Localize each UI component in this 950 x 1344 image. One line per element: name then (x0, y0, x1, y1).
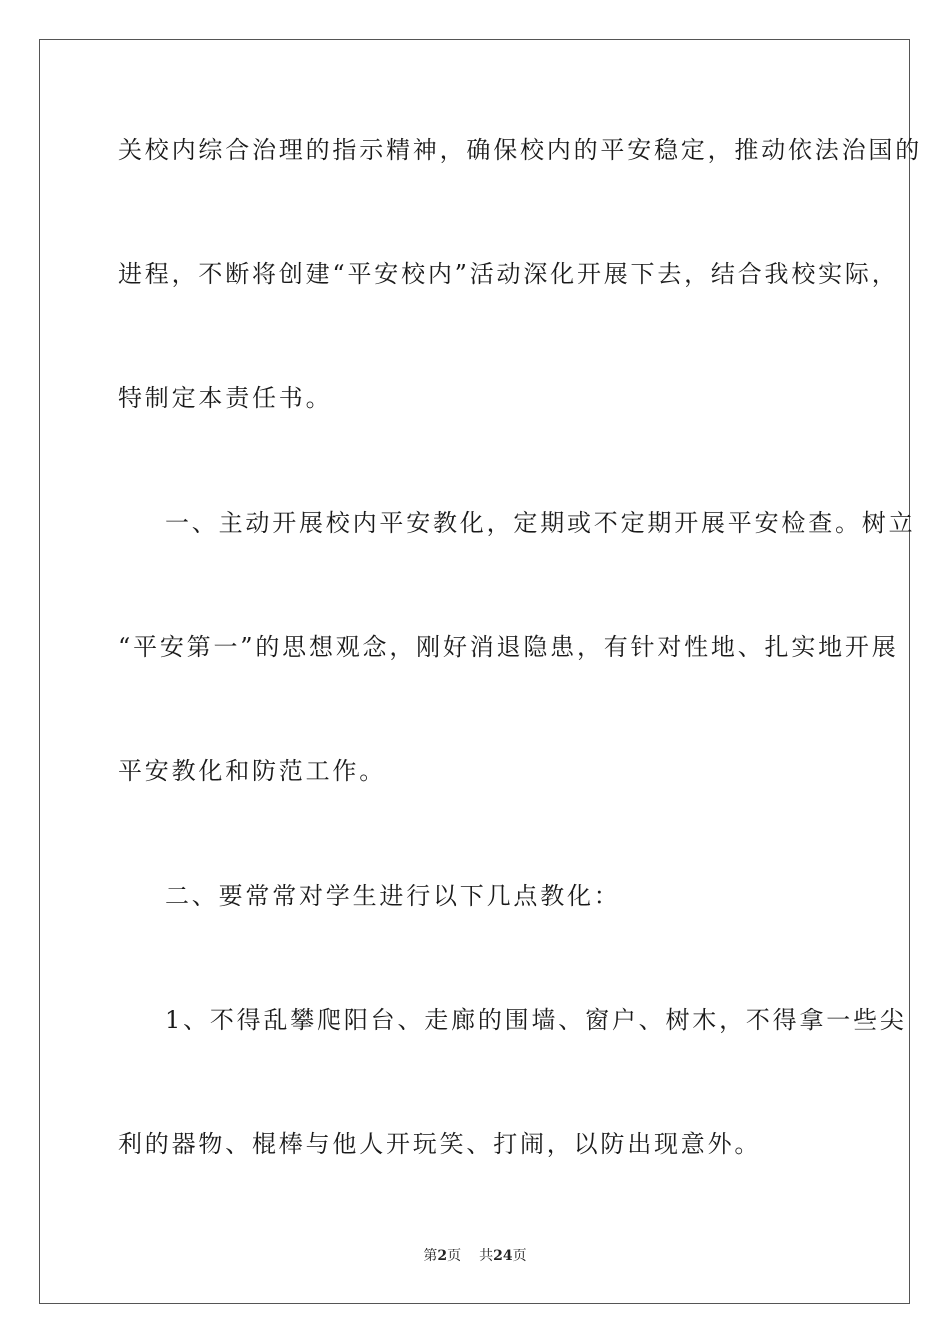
footer-total-suffix: 页 (512, 1248, 527, 1264)
text-line-3: 特制定本责任书。 (118, 384, 333, 412)
text-line-4: 一、主动开展校内平安教化，定期或不定期开展平安检查。树立 (165, 509, 916, 537)
page-footer (0, 1247, 950, 1265)
footer-total-prefix: 共 (479, 1248, 494, 1264)
footer-page-suffix: 页 (447, 1248, 462, 1264)
footer-page-number: 2 (437, 1248, 448, 1264)
page-border (39, 39, 910, 1304)
footer-total-pages: 24 (493, 1248, 513, 1264)
text-line-1: 关校内综合治理的指示精神，确保校内的平安稳定，推动依法治国的 (118, 136, 922, 164)
text-line-7: 二、要常常对学生进行以下几点教化： (165, 882, 621, 910)
text-line-8: 1、不得乱攀爬阳台、走廊的围墙、窗户、树木，不得拿一些尖 (165, 1006, 907, 1034)
text-line-2: 进程，不断将创建“平安校内”活动深化开展下去，结合我校实际， (118, 260, 899, 288)
text-line-6: 平安教化和防范工作。 (118, 757, 386, 785)
footer-page-prefix: 第 (423, 1248, 438, 1264)
text-line-9: 利的器物、棍棒与他人开玩笑、打闹，以防出现意外。 (118, 1130, 762, 1158)
text-line-5: “平安第一”的思想观念，刚好消退隐患，有针对性地、扎实地开展 (118, 633, 899, 661)
